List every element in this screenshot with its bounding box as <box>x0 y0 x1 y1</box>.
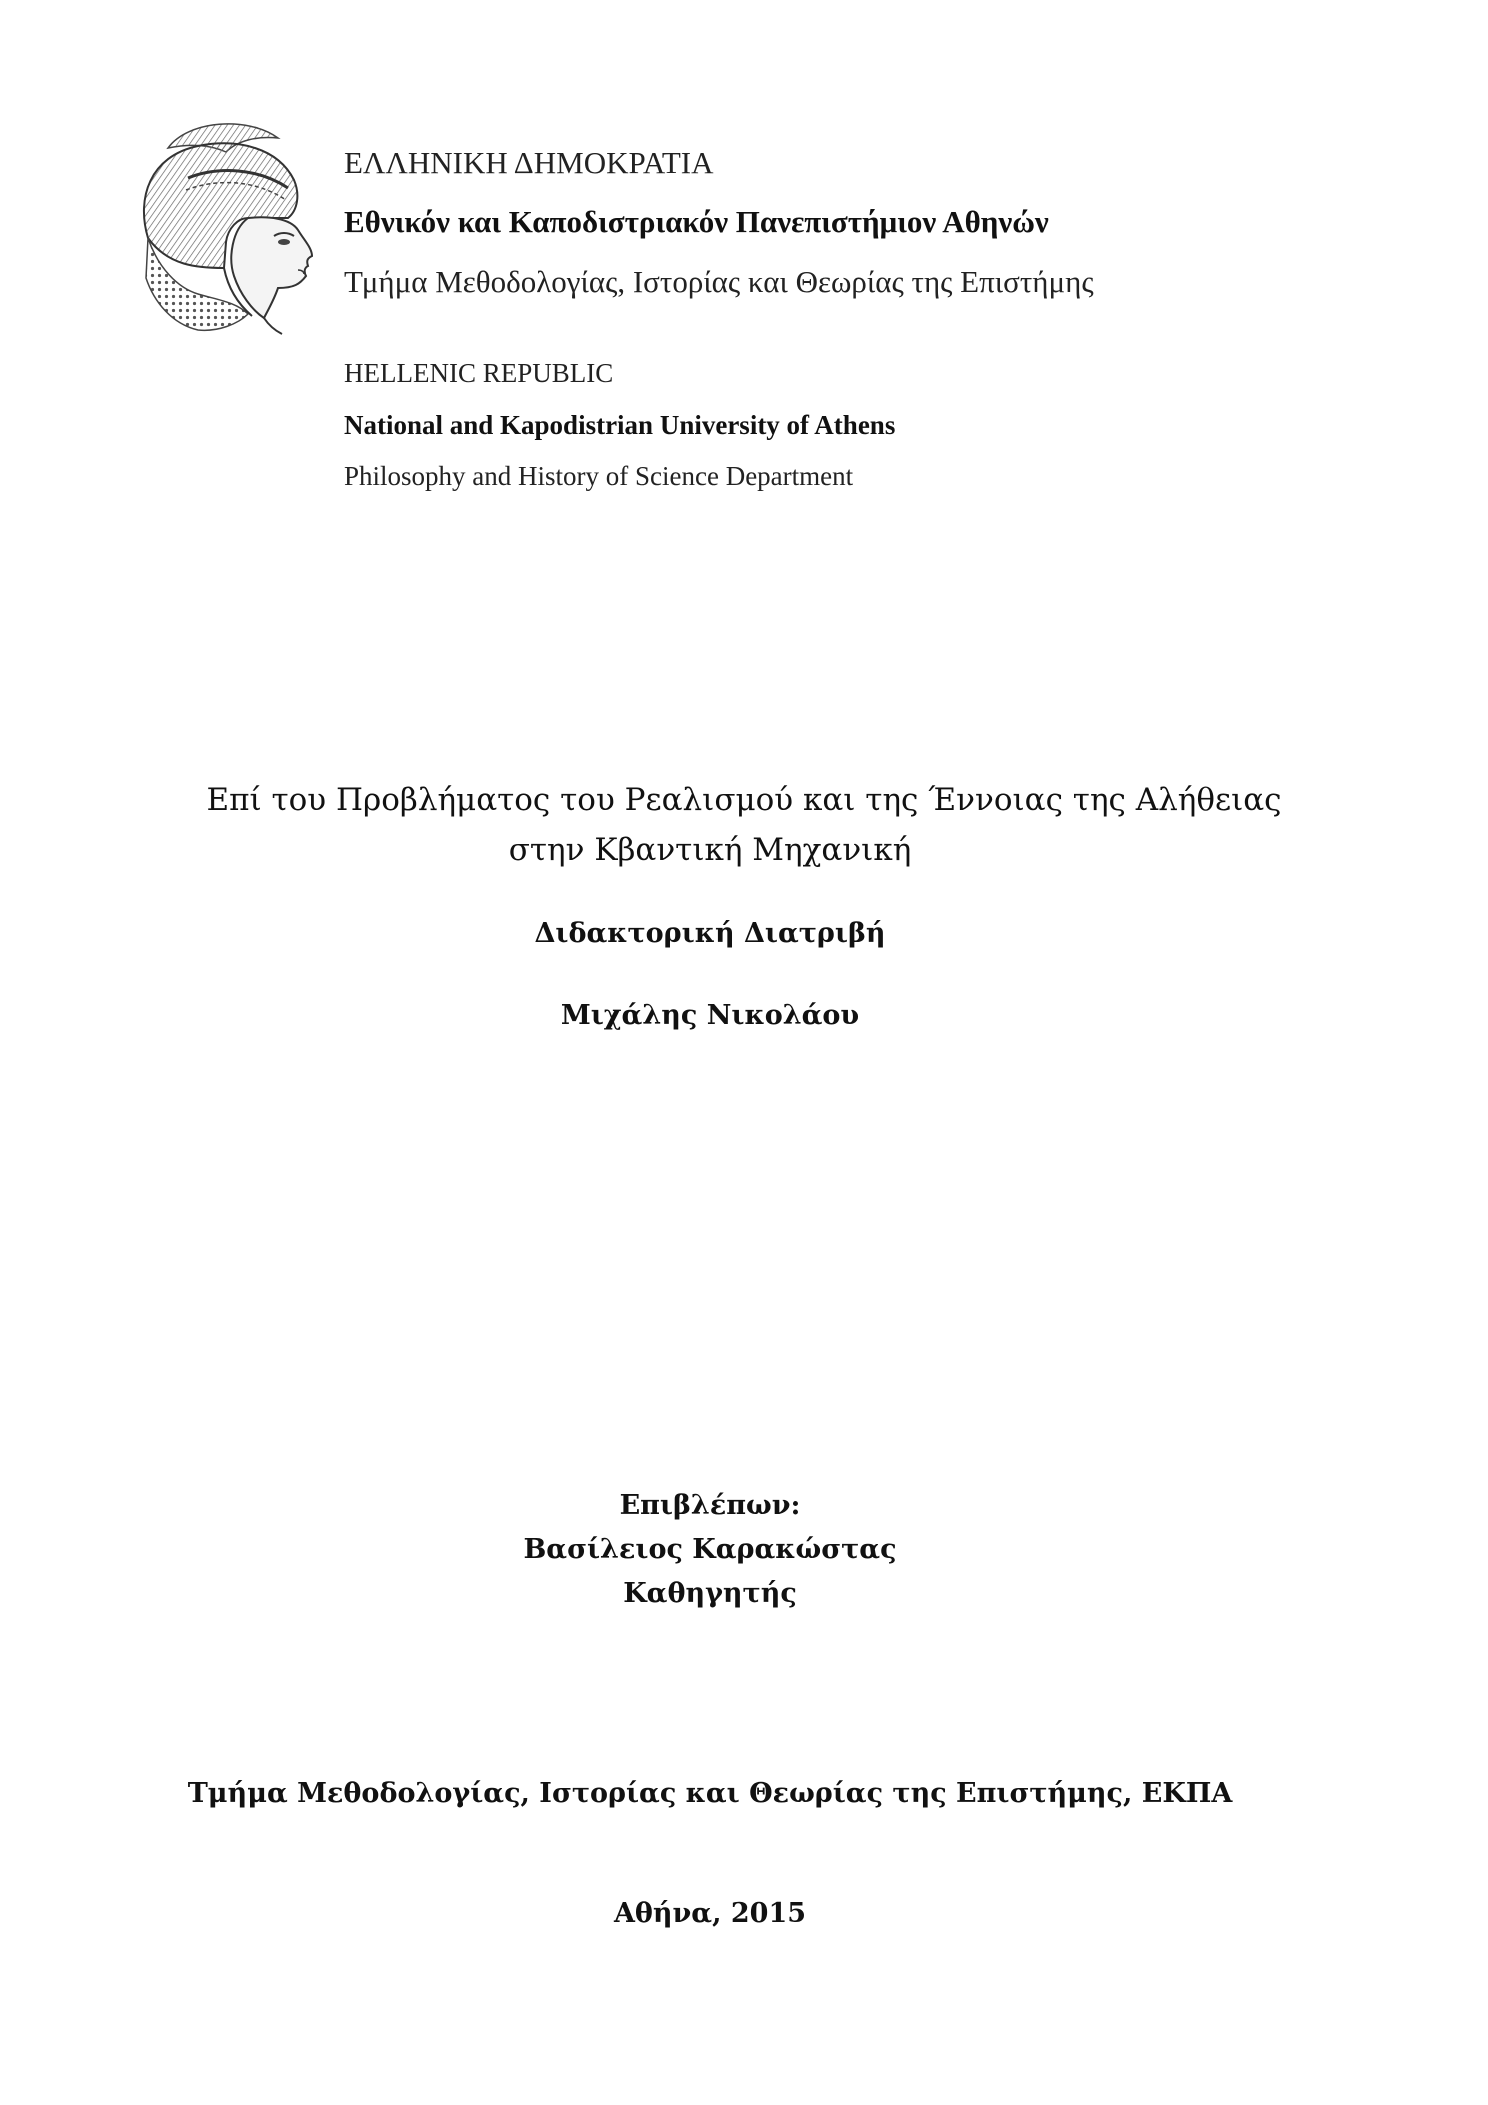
header-department-greek: Τμήμα Μεθοδολογίας, Ιστορίας και Θεωρίας της Επιστήμης <box>344 264 1094 299</box>
header-university-greek: Εθνικόν και Καποδιστριακόν Πανεπιστήμιον Αθηνών <box>344 204 1049 239</box>
header-department-english: Philosophy and History of Science Department <box>344 461 854 491</box>
university-logo <box>128 118 336 336</box>
thesis-title-line-1: Επί του Προβλήματος του Ρεαλισμού και της Έννοιας της Αλήθειας <box>206 782 1282 818</box>
supervisor-role: Καθηγητής <box>623 1578 797 1609</box>
thesis-author: Μιχάλης Νικολάου <box>560 1000 860 1031</box>
thesis-title-line-2: στην Κβαντική Μηχανική <box>508 832 912 868</box>
supervisor-name: Βασίλειος Καρακώστας <box>523 1534 897 1565</box>
header-country-greek: ΕΛΛΗΝΙΚΗ ΔΗΜΟΚΡΑΤΙΑ <box>344 145 714 180</box>
footer-place-date: Αθήνα, 2015 <box>613 1898 807 1929</box>
header-country-english: HELLENIC REPUBLIC <box>344 358 614 388</box>
header-university-english: National and Kapodistrian University of Athens <box>344 410 896 440</box>
athena-helmet-emblem-icon <box>128 118 336 336</box>
thesis-type: Διδακτορική Διατριβή <box>534 918 886 949</box>
supervisor-label: Επιβλέπων: <box>619 1490 801 1521</box>
footer-department: Τμήμα Μεθοδολογίας, Ιστορίας και Θεωρίας της Επιστήμης, ΕΚΠΑ <box>187 1778 1233 1809</box>
